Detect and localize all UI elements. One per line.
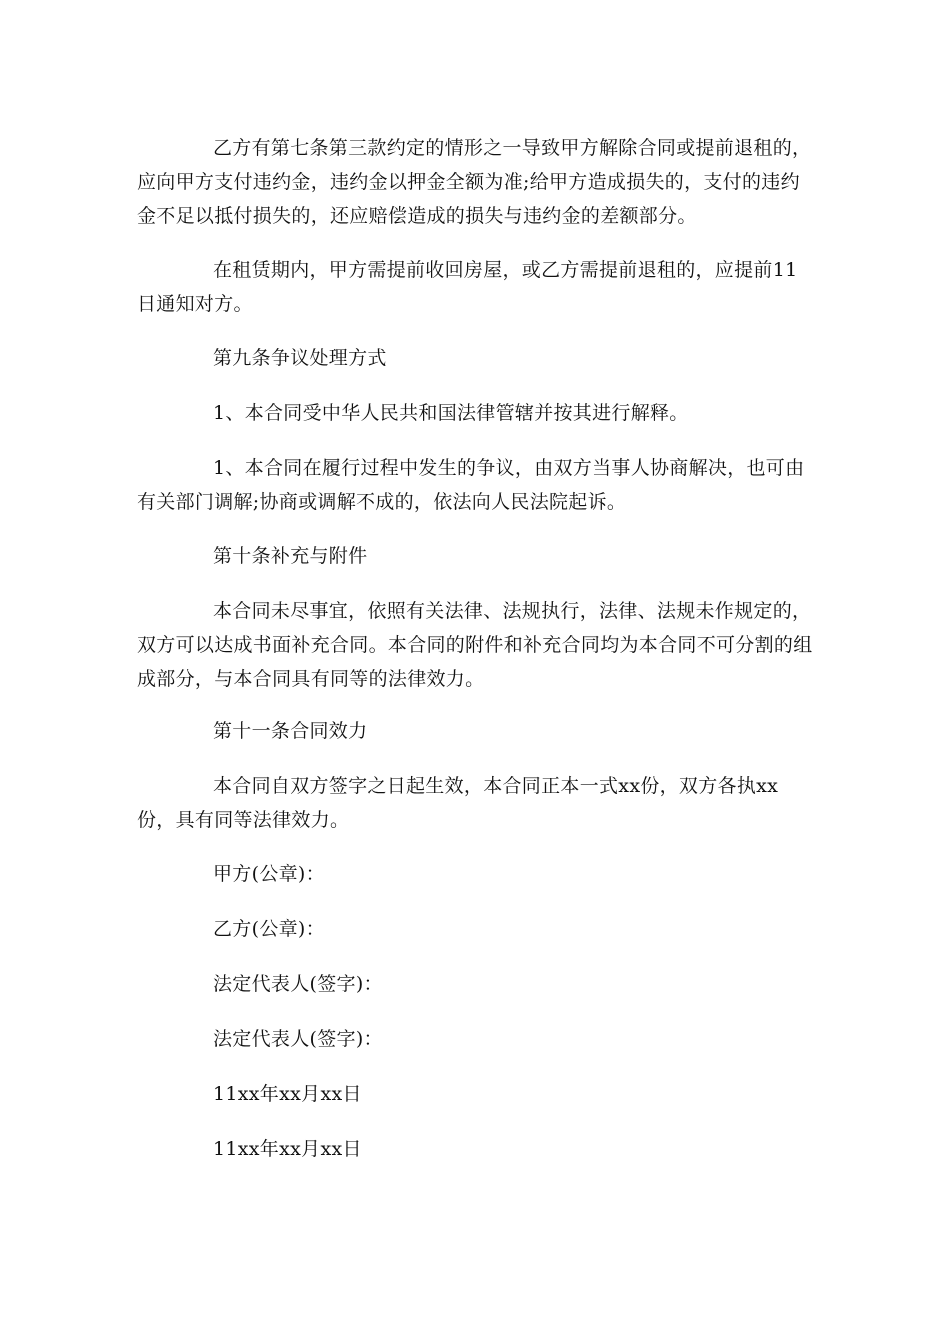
heading-article-11: 第十一条合同效力	[213, 720, 368, 742]
paragraph-governing-law: 1、本合同受中华人民共和国法律管辖并按其进行解释。	[213, 402, 689, 424]
paragraph-early-termination-notice: 在租赁期内，甲方需提前收回房屋，或乙方需提前退租的，应提前11日通知对方。	[137, 259, 798, 315]
paragraph-effectiveness: 本合同自双方签字之日起生效，本合同正本一式xx份，双方各执xx份，具有同等法律效力。	[137, 775, 779, 831]
heading-article-10: 第十条补充与附件	[213, 545, 368, 567]
paragraph-dispute-resolution: 1、本合同在履行过程中发生的争议，由双方当事人协商解决，也可由有关部门调解;协商或调解不成的，依法向人民法院起诉。	[137, 457, 805, 513]
heading-article-9: 第九条争议处理方式	[213, 347, 387, 369]
signature-date-b: 11xx年xx月xx日	[213, 1138, 362, 1160]
signature-legal-representative-a: 法定代表人(签字)：	[213, 973, 383, 995]
paragraph-breach-penalty: 乙方有第七条第三款约定的情形之一导致甲方解除合同或提前退租的，应向甲方支付违约金，违约金以押金全额为准;给甲方造成损失的，支付的违约金不足以抵付损失的，还应赔偿造成的损失与违约金的差额部分。	[137, 137, 812, 227]
signature-legal-representative-b: 法定代表人(签字)：	[213, 1028, 383, 1050]
paragraph-supplements: 本合同未尽事宜，依照有关法律、法规执行，法律、法规未作规定的，双方可以达成书面补充合同。本合同的附件和补充合同均为本合同不可分割的组成部分，与本合同具有同等的法律效力。	[137, 600, 813, 690]
signature-party-b-seal: 乙方(公章)：	[213, 918, 325, 940]
signature-party-a-seal: 甲方(公章)：	[213, 863, 325, 885]
signature-date-a: 11xx年xx月xx日	[213, 1083, 362, 1105]
